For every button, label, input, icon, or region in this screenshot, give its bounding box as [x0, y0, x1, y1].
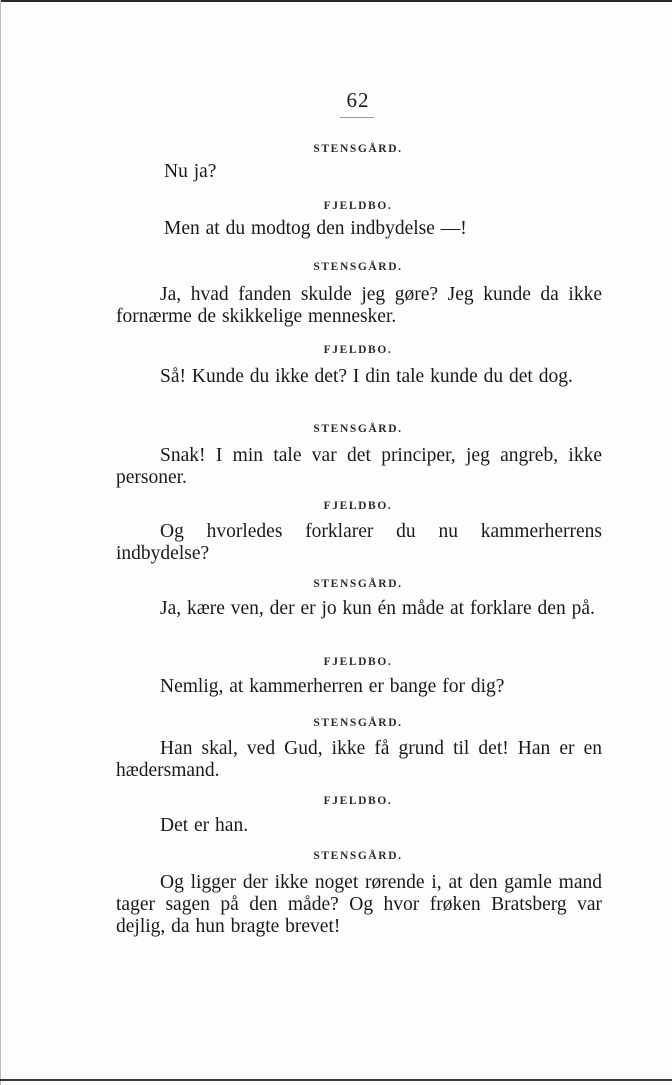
speaker-name: STENSGÅRD. — [313, 578, 403, 590]
speaker-name: STENSGÅRD. — [313, 717, 403, 729]
page-number-rule — [340, 117, 374, 118]
speaker-name: STENSGÅRD. — [313, 423, 403, 435]
speech-line: Ja, hvad fanden skulde jeg gøre? Jeg kunde da ikke fornærme de skikkelige mennesker. — [116, 284, 602, 327]
speech-line: Han skal, ved Gud, ikke få grund til det! Han er en hædersmand. — [116, 738, 602, 781]
speaker-name: STENSGÅRD. — [313, 850, 403, 862]
page-left-edge — [0, 0, 1, 1085]
speech-line: Og ligger der ikke noget rørende i, at den gamle mand tager sagen på den måde? Og hvor frøken Bratsberg var dejlig, da hun bragte brevet! — [116, 872, 602, 937]
speech-line: Ja, kære ven, der er jo kun én måde at forklare den på. — [160, 598, 595, 619]
page-top-edge — [0, 0, 672, 2]
speaker-name: FJELDBO. — [323, 200, 393, 212]
speech-line: Nu ja? — [164, 161, 217, 182]
speaker-name: STENSGÅRD. — [313, 261, 403, 273]
speaker-name: FJELDBO. — [323, 500, 393, 512]
speech-line: Snak! I min tale var det principer, jeg angreb, ikke personer. — [116, 445, 602, 488]
speaker-name: STENSGÅRD. — [313, 143, 403, 155]
speaker-name: FJELDBO. — [323, 656, 393, 668]
speech-line: Nemlig, at kammerherren er bange for dig? — [160, 676, 505, 697]
speech-line: Så! Kunde du ikke det? I din tale kunde du det dog. — [160, 366, 573, 387]
speaker-name: FJELDBO. — [323, 795, 393, 807]
speech-line: Det er han. — [160, 815, 249, 836]
speech-line: Men at du modtog den indbydelse —! — [164, 218, 467, 239]
page-bottom-edge — [0, 1079, 672, 1081]
speech-line: Og hvorledes forklarer du nu kammerherrens indbydelse? — [116, 521, 602, 564]
speaker-name: FJELDBO. — [323, 344, 393, 356]
page-number: 62 — [346, 88, 370, 112]
